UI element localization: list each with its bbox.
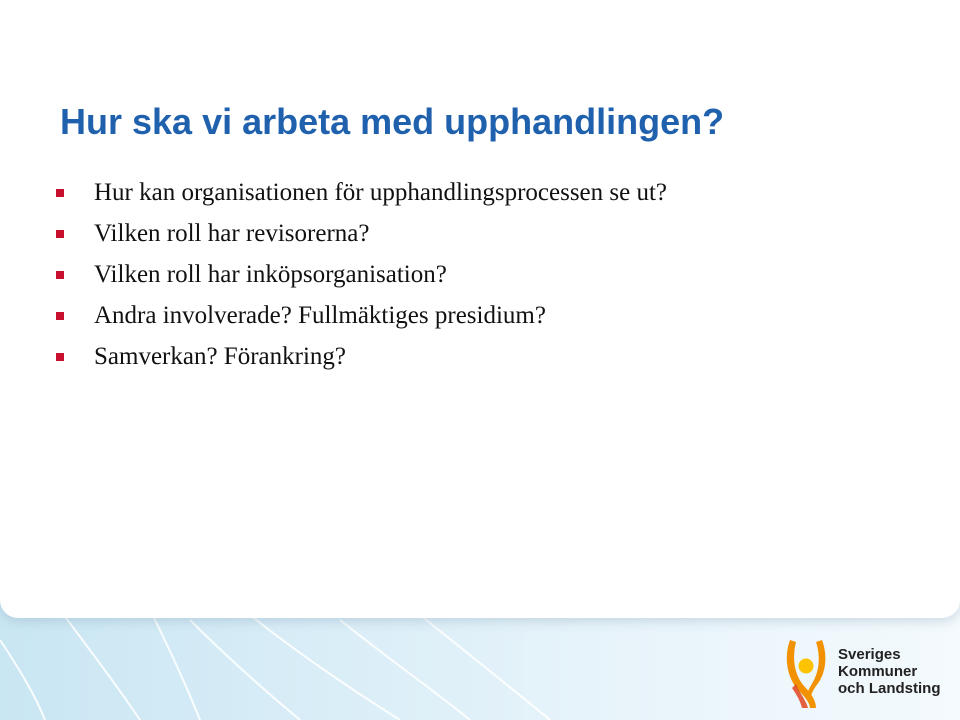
bullet-list [56,172,667,377]
list-item [56,254,667,295]
list-item [56,295,667,336]
logo-line-1: Sveriges [838,645,901,663]
list-item [56,213,667,254]
square-bullet-icon [56,312,64,320]
square-bullet-icon [56,353,64,361]
bullet-text: Vilken roll har revisorerna? [94,219,370,247]
bullet-text: Samverkan? Förankring? [94,342,347,370]
list-item [56,172,667,213]
square-bullet-icon [56,271,64,279]
logo-line-2: Kommuner [838,662,918,680]
bullet-text: Andra involverade? Fullmäktiges presidium? [94,301,546,329]
skl-logo [780,634,945,708]
square-bullet-icon [56,189,64,197]
skl-figure-logo-icon [780,634,832,708]
square-bullet-icon [56,230,64,238]
logo-wordmark [838,646,941,697]
slide-title: Hur ska vi arbeta med upphandlingen? [60,101,725,142]
bullet-text: Hur kan organisationen för upphandlingsprocessen se ut? [94,178,668,206]
logo-line-3: och Landsting [838,679,941,697]
bullet-text: Vilken roll har inköpsorganisation? [94,260,447,288]
list-item [56,336,667,377]
